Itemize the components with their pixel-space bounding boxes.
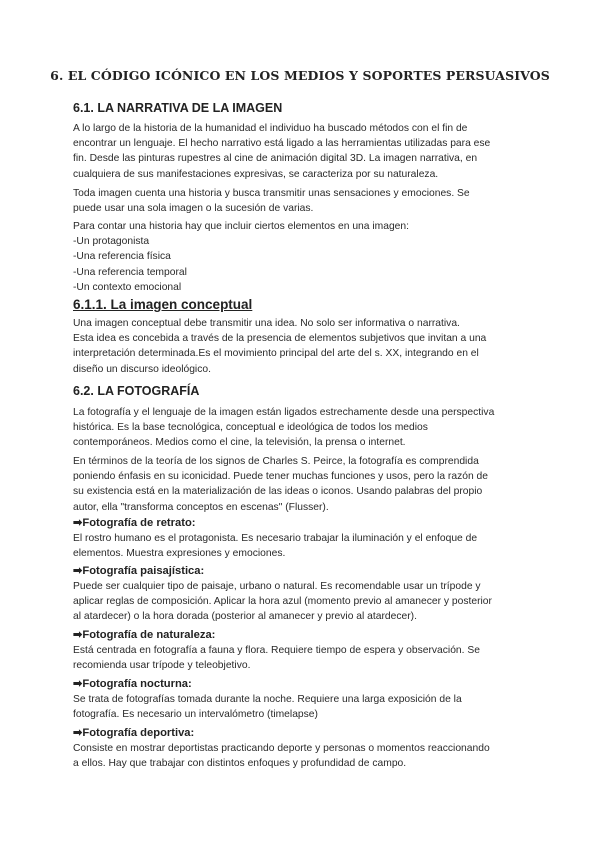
photo-type-heading-portrait: ➡Fotografía de retrato: <box>73 517 196 529</box>
text-line: encontrar un lenguaje. El hecho narrativo está ligado a las herramientas utilizadas para ese <box>73 138 491 150</box>
section-6-2-paragraph-1 <box>73 405 533 451</box>
text-line: histórica. Es la base tecnológica, conceptual e ideológica de todos los medios <box>73 422 428 434</box>
list-item: -Una referencia física <box>73 251 171 263</box>
photo-type-text-night <box>73 692 533 722</box>
list-item: -Una referencia temporal <box>73 266 187 278</box>
section-6-1-element-list <box>73 219 533 295</box>
photo-type-text-portrait <box>73 531 533 561</box>
text-line: puede usar una sola imagen o la sucesión de varias. <box>73 203 314 215</box>
text-line: poniendo énfasis en su iconicidad. Puede tener muchas funciones y usos, pero la razón de <box>73 471 489 483</box>
section-6-2-heading: 6.2. LA FOTOGRAFÍA <box>73 384 200 398</box>
section-6-1-1-paragraph <box>73 316 533 377</box>
photo-type-text-sports <box>73 741 533 771</box>
text-line: Consiste en mostrar deportistas practicando deporte y personas o momentos reaccionando <box>73 743 490 754</box>
photo-type-heading-nature: ➡Fotografía de naturaleza: <box>73 629 216 641</box>
text-line: cualquiera de sus manifestaciones expresivas, se caracteriza por su naturaleza. <box>73 168 439 180</box>
text-line: fin. Desde las pinturas rupestres al cine de animación digital 3D. La imagen narrativa, en <box>73 153 478 165</box>
text-line: elementos. Muestra expresiones y emociones. <box>73 548 286 560</box>
photo-type-text-landscape <box>73 579 533 625</box>
text-line: Toda imagen cuenta una historia y busca transmitir unas sensaciones y emociones. Se <box>73 188 470 199</box>
photo-type-heading-landscape: ➡Fotografía paisajística: <box>73 565 205 577</box>
section-6-2-paragraph-2 <box>73 454 533 515</box>
section-6-1-paragraph-1 <box>73 121 533 182</box>
text-line: Está centrada en fotografía a fauna y flora. Requiere tiempo de espera y observación. Se <box>73 645 480 656</box>
photo-type-text-nature <box>73 643 533 673</box>
text-line: recomienda usar trípode y teleobjetivo. <box>73 660 251 672</box>
text-line: diseño un discurso ideológico. <box>73 363 211 375</box>
text-line: Se trata de fotografías tomada durante la noche. Requiere una larga exposición de la <box>73 694 462 705</box>
text-line: A lo largo de la historia de la humanidad el individuo ha buscado métodos con el fin de <box>73 123 468 134</box>
list-item: -Un contexto emocional <box>73 281 182 293</box>
text-line: interpretación determinada.Es el movimiento principal del arte del s. XX, integrando en el <box>73 348 479 360</box>
photo-type-heading-sports: ➡Fotografía deportiva: <box>73 727 195 739</box>
text-line: El rostro humano es el protagonista. Es necesario trabajar la iluminación y el enfoque de <box>73 533 478 544</box>
text-line: fotografía. Es necesario un intervalómetro (timelapse) <box>73 709 318 721</box>
text-line: contemporáneos. Medios como el cine, la televisión, la prensa o internet. <box>73 437 406 449</box>
text-line: a ellos. Hay que trabajar con distintos enfoques y profundidad de campo. <box>73 758 407 770</box>
document-title: 6. EL CÓDIGO ICÓNICO EN LOS MEDIOS Y SOPORTES PERSUASIVOS <box>50 68 550 83</box>
list-item: -Un protagonista <box>73 236 150 248</box>
text-line: Esta idea es concebida a través de la presencia de elementos subjetivos que invitan a una <box>73 333 487 345</box>
text-line: Una imagen conceptual debe transmitir una idea. No solo ser informativa o narrativa. <box>73 318 460 329</box>
text-line: La fotografía y el lenguaje de la imagen están ligados estrechamente desde una perspectiva <box>73 407 495 418</box>
text-line: su existencia está en la materialización de las ideas o iconos. Usando palabras del propio <box>73 486 483 498</box>
list-intro: Para contar una historia hay que incluir ciertos elementos en una imagen: <box>73 221 409 232</box>
section-6-1-paragraph-2 <box>73 186 533 216</box>
section-6-1-1-heading: 6.1.1. La imagen conceptual <box>73 297 253 312</box>
text-line: aplicar reglas de composición. Aplicar la hora azul (momento previo al amanecer y posterior <box>73 596 492 608</box>
text-line: autor, ella "transforma conceptos en escenas" (Flusser). <box>73 501 329 513</box>
text-line: al atardecer) o la hora dorada (posterior al amanecer y previo al atardecer). <box>73 611 417 623</box>
section-6-1-heading: 6.1. LA NARRATIVA DE LA IMAGEN <box>73 101 283 115</box>
photo-type-heading-night: ➡Fotografía nocturna: <box>73 678 192 690</box>
text-line: Puede ser cualquier tipo de paisaje, urbano o natural. Es recomendable usar un trípode y <box>73 581 481 592</box>
text-line: En términos de la teoría de los signos de Charles S. Peirce, la fotografía es comprendida <box>73 456 479 467</box>
